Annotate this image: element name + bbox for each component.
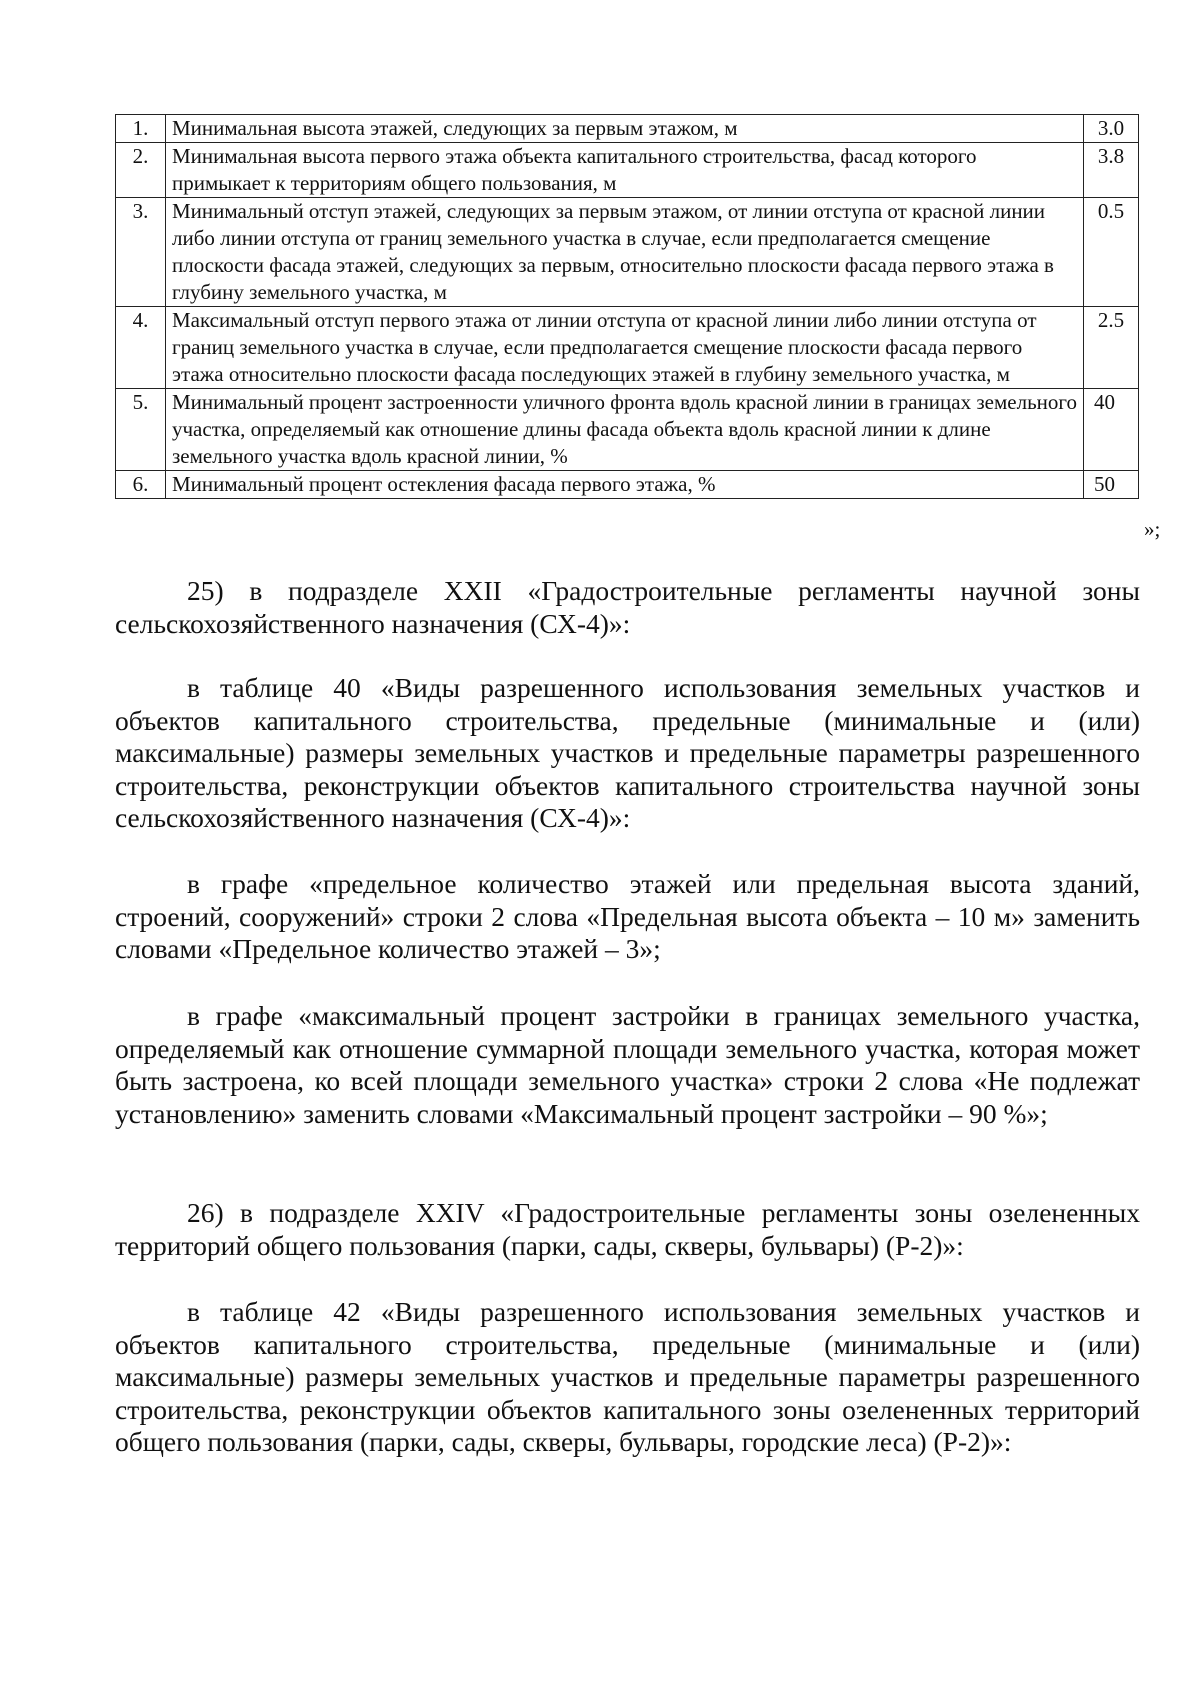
row-description: Максимальный отступ первого этажа от линии отступа от красной линии либо линии отступа от границ земельного участка в случае, если предполагается смещение плоскости фасада первого этажа относительно плоскости фасада последующих этажей в глубину земельного участка, м [166, 307, 1084, 389]
row-value: 3.0 [1084, 115, 1139, 143]
row-description: Минимальный процент застроенности уличного фронта вдоль красной линии в границах земельного участка, определяемый как отношение длины фасада объекта вдоль красной линии к длине земельного участка вдоль красной линии, % [166, 389, 1084, 471]
paragraph-table-42: в таблице 42 «Виды разрешенного использования земельных участков и объектов капитального строительства, предельные (минимальные и (или) максимальные) размеры земельных участков и предельные параметры разрешенного строительства, реконструкции объектов капитального зоны озелененных территорий общего пользования (парки, сады, скверы, бульвары, городские леса) (Р-2)»: [115, 1296, 1140, 1457]
row-value: 2.5 [1084, 307, 1139, 389]
row-value: 50 [1084, 471, 1139, 499]
table-row [116, 389, 1139, 471]
paragraph-item-25: 25) в подразделе XXII «Градостроительные регламенты научной зоны сельскохозяйственного назначения (СХ-4)»: [115, 575, 1140, 639]
table-row [116, 115, 1139, 143]
row-value: 3.8 [1084, 143, 1139, 198]
row-number: 4. [116, 307, 166, 389]
table-row [116, 143, 1139, 198]
row-value: 40 [1084, 389, 1139, 471]
row-number: 6. [116, 471, 166, 499]
table-row [116, 471, 1139, 499]
paragraph-table-40: в таблице 40 «Виды разрешенного использования земельных участков и объектов капитального строительства, предельные (минимальные и (или) максимальные) размеры земельных участков и предельные параметры разрешенного строительства, реконструкции объектов капитального строительства научной зоны сельскохозяйственного назначения (СХ-4)»: [115, 672, 1140, 833]
table-row [116, 307, 1139, 389]
row-description: Минимальный отступ этажей, следующих за первым этажом, от линии отступа от красной линии либо линии отступа от границ земельного участка в случае, если предполагается смещение плоскости фасада этажей, следующих за первым, относительно плоскости фасада первого этажа в глубину земельного участка, м [166, 198, 1084, 307]
row-number: 5. [116, 389, 166, 471]
table-row [116, 198, 1139, 307]
paragraph-floors-amendment: в графе «предельное количество этажей или предельная высота зданий, строений, сооружений» строки 2 слова «Предельная высота объекта – 10 м» заменить словами «Предельное количество этажей – 3»; [115, 868, 1140, 964]
row-description: Минимальная высота этажей, следующих за первым этажом, м [166, 115, 1084, 143]
row-number: 1. [116, 115, 166, 143]
table-closing-quote: »; [1144, 517, 1161, 541]
paragraph-item-26: 26) в подразделе XXIV «Градостроительные регламенты зоны озелененных территорий общего пользования (парки, сады, скверы, бульвары) (Р-2)»: [115, 1197, 1140, 1261]
row-description: Минимальный процент остекления фасада первого этажа, % [166, 471, 1084, 499]
parameters-table [115, 114, 1139, 499]
row-number: 2. [116, 143, 166, 198]
row-description: Минимальная высота первого этажа объекта капитального строительства, фасад которого примыкает к территориям общего пользования, м [166, 143, 1084, 198]
paragraph-coverage-amendment: в графе «максимальный процент застройки в границах земельного участка, определяемый как отношение суммарной площади земельного участка, которая может быть застроена, ко всей площади земельного участка» строки 2 слова «Не подлежат установлению» заменить словами «Максимальный процент застройки – 90 %»; [115, 1000, 1140, 1129]
row-value: 0.5 [1084, 198, 1139, 307]
row-number: 3. [116, 198, 166, 307]
